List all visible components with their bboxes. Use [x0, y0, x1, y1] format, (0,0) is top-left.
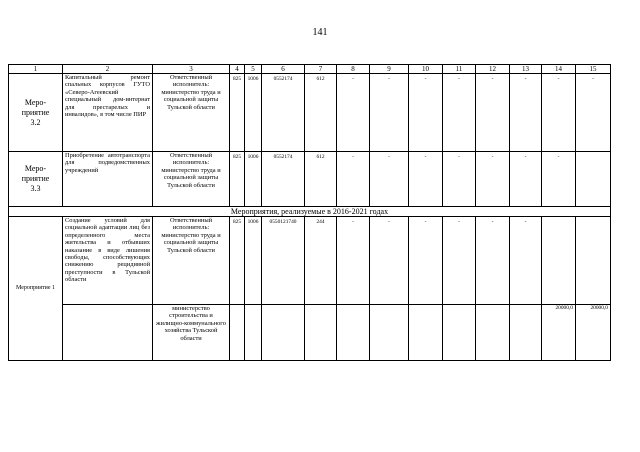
header-row [9, 65, 611, 74]
value-cell [337, 305, 370, 361]
code-cell: 0552174 [262, 74, 305, 152]
code-cell: 825 [230, 152, 245, 207]
value-cell: - [476, 217, 510, 305]
header-cell: 13 [510, 65, 542, 74]
code-cell: 244 [305, 217, 337, 305]
executor: министерство строительства и жилищно-коммунального хозяйства Тульской области [153, 305, 230, 361]
value-cell: 20000,0 [576, 305, 611, 361]
code-cell: 825 [230, 74, 245, 152]
code-cell [305, 305, 337, 361]
activity-name: Создание условий для социальной адаптации лиц без определенного места жительства и отбывших наказание в виде лишения свободы, способствующих снижению рецидивной преступности в Тульской области [63, 217, 153, 305]
header-cell: 2 [63, 65, 153, 74]
value-cell: - [510, 152, 542, 207]
header-cell: 12 [476, 65, 510, 74]
table-row-activity-3-2 [9, 74, 611, 152]
value-cell [476, 305, 510, 361]
code-cell: 0550121740 [262, 217, 305, 305]
value-cell [370, 305, 409, 361]
code-cell: 1006 [245, 152, 262, 207]
row-label: Меро- приятие 3.3 [9, 152, 63, 207]
value-cell: - [542, 152, 576, 207]
code-cell: 825 [230, 217, 245, 305]
section-row [9, 207, 611, 217]
value-cell [409, 305, 443, 361]
activity-name: Приобретение автотранспорта для подведомственных учреждений [63, 152, 153, 207]
value-cell: 20000,0 [542, 305, 576, 361]
executor: Ответственный исполнитель: министерство труда и социальной защиты Тульской области [153, 217, 230, 305]
value-cell: - [337, 74, 370, 152]
code-cell [262, 305, 305, 361]
value-cell: - [510, 74, 542, 152]
header-cell: 1 [9, 65, 63, 74]
value-cell: - [337, 217, 370, 305]
code-cell: 612 [305, 152, 337, 207]
value-cell: - [576, 74, 611, 152]
header-cell: 7 [305, 65, 337, 74]
page-number: 141 [312, 27, 328, 38]
budget-table [8, 64, 611, 361]
activity-name: Капитальный ремонт спальных корпусов ГУТО «Северо-Агеевский специальный дом-интернат для престарелых и инвалидов», в том числе ПИР [63, 74, 153, 152]
row-label: Мероприятие 1 [9, 217, 63, 361]
value-cell: - [337, 152, 370, 207]
header-cell: 3 [153, 65, 230, 74]
value-cell: - [542, 74, 576, 152]
table-row-activity-3-3 [9, 152, 611, 207]
header-cell: 9 [370, 65, 409, 74]
code-cell: 0552174 [262, 152, 305, 207]
header-cell: 10 [409, 65, 443, 74]
value-cell [576, 217, 611, 305]
executor: Ответственный исполнитель: министерство труда и социальной защиты Тульской области [153, 152, 230, 207]
table-row-activity-1 [9, 217, 611, 305]
value-cell: - [443, 217, 476, 305]
code-cell [230, 305, 245, 361]
value-cell [510, 305, 542, 361]
code-cell: 1006 [245, 74, 262, 152]
section-title: Мероприятия, реализуемые в 2016-2021 годах [9, 207, 611, 217]
header-cell: 15 [576, 65, 611, 74]
row-label: Меро- приятие 3.2 [9, 74, 63, 152]
value-cell: - [409, 74, 443, 152]
value-cell: - [510, 217, 542, 305]
header-cell: 4 [230, 65, 245, 74]
value-cell [542, 217, 576, 305]
header-cell: 6 [262, 65, 305, 74]
code-cell: 1006 [245, 217, 262, 305]
table-row-activity-1-co-executor [9, 305, 611, 361]
value-cell: - [409, 152, 443, 207]
code-cell: 612 [305, 74, 337, 152]
value-cell [443, 305, 476, 361]
value-cell: - [370, 152, 409, 207]
header-cell: 5 [245, 65, 262, 74]
code-cell [245, 305, 262, 361]
executor: Ответственный исполнитель: министерство труда и социальной защиты Тульской области [153, 74, 230, 152]
value-cell: - [443, 74, 476, 152]
value-cell: - [370, 217, 409, 305]
value-cell: - [443, 152, 476, 207]
value-cell: - [370, 74, 409, 152]
header-cell: 14 [542, 65, 576, 74]
header-cell: 8 [337, 65, 370, 74]
header-cell: 11 [443, 65, 476, 74]
value-cell [576, 152, 611, 207]
value-cell: - [409, 217, 443, 305]
value-cell: - [476, 152, 510, 207]
value-cell: - [476, 74, 510, 152]
activity-name [63, 305, 153, 361]
